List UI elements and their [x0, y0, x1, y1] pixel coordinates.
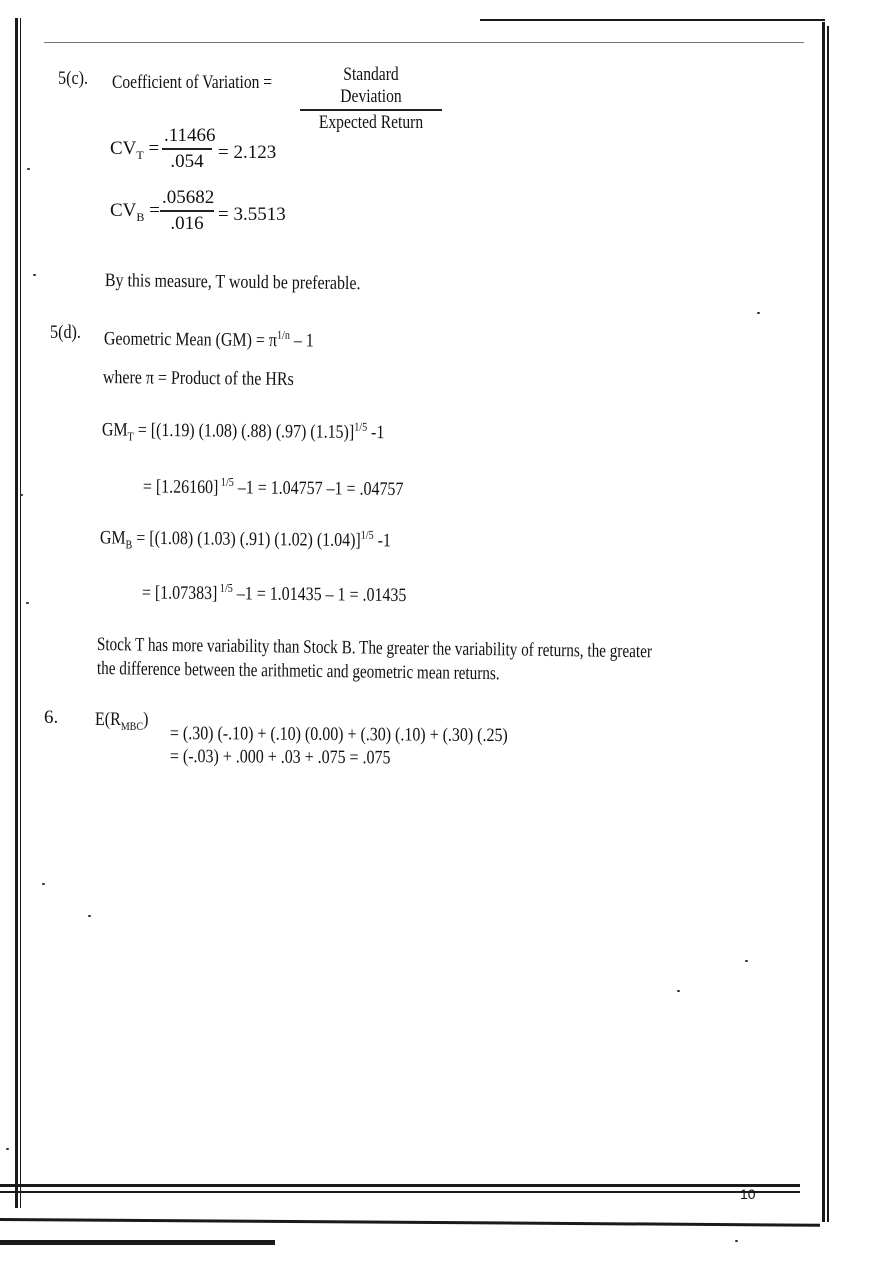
expected-return-label: $E(R_{MBC})$	[95, 709, 149, 733]
cv-b-fraction: .05682 .016	[162, 187, 215, 234]
section-5c-label: 5(c).	[58, 68, 89, 89]
section-5d-label: 5(d).	[50, 322, 81, 343]
frame-left-line	[15, 18, 18, 1208]
scan-speck	[26, 602, 29, 604]
gm-t-equation: $GM_T = [(1.19)$ (1.08) (.88) (.97) (1.15)]$^{1/5}$ -1	[101, 419, 385, 444]
page-number: 10	[740, 1186, 756, 1202]
gm-b-equation: $GM_B = [(1.08)$ (1.03) (.91) (1.02) (1.04)]$^{1/5}$ -1	[99, 527, 392, 552]
cv-t-fraction: .11466 .054	[164, 125, 216, 172]
frame-bottom-line	[0, 1184, 800, 1187]
scan-speck	[88, 915, 91, 917]
scan-speck	[6, 1148, 9, 1150]
scan-speck	[20, 494, 23, 496]
section-6-label: 6.	[44, 707, 59, 728]
scan-speck	[757, 312, 760, 314]
scan-speck	[33, 274, 36, 276]
frame-bottom-line-2	[0, 1191, 800, 1193]
scan-speck	[735, 1240, 738, 1242]
cv-t-result: = 2.123	[218, 142, 277, 163]
fraction-numerator: Standard Deviation	[340, 64, 402, 107]
gm-b-result: = [1.07383] $^{1/5}$ –1 = 1.01435 – 1 = .01435	[141, 580, 407, 607]
gm-t-result: = [1.26160] $^{1/5}$ –1 = 1.04757 –1 = .04757	[142, 474, 404, 501]
scan-speck	[677, 990, 680, 992]
cv-definition-fraction	[300, 64, 442, 134]
cv-conclusion: By this measure, T would be preferable.	[104, 270, 361, 295]
cv-definition-title: Coefficient of Variation =	[112, 72, 273, 93]
variability-paragraph-line1: Stock T has more variability than Stock B. The greater the variability of returns, the greater	[96, 634, 653, 663]
cv-b-result: = 3.5513	[218, 204, 286, 225]
fraction-denominator: Expected Return	[318, 111, 424, 133]
frame-left-line-inner	[20, 18, 21, 1208]
expected-return-line1: = (.30) (-.10) + (.10) (0.00) + (.30) (.10) + (.30) (.25)	[169, 723, 508, 747]
frame-bottom-line-3	[0, 1218, 820, 1227]
cv-b-label: $CV_B$ =	[110, 200, 160, 224]
page-edge-bottom	[0, 1240, 275, 1245]
scan-speck	[27, 168, 30, 170]
frame-right-line-inner	[827, 26, 829, 1222]
gm-where-note: where π = Product of the HRs	[102, 367, 294, 390]
frame-top-line	[480, 19, 825, 21]
cv-t-label: $CV_T$ =	[110, 138, 160, 162]
fraction-bar	[300, 109, 442, 111]
expected-return-line2: = (-.03) + .000 + .03 + .075 = .075	[169, 746, 391, 769]
frame-top-line-thin	[44, 42, 804, 43]
variability-paragraph-line2: the difference between the arithmetic and geometric mean returns.	[96, 658, 500, 685]
scan-speck	[42, 883, 45, 885]
scan-speck	[745, 960, 748, 962]
frame-right-line	[822, 22, 825, 1222]
gm-definition: Geometric Mean $(GM) = \pi^{1/n} - 1$	[103, 327, 314, 352]
